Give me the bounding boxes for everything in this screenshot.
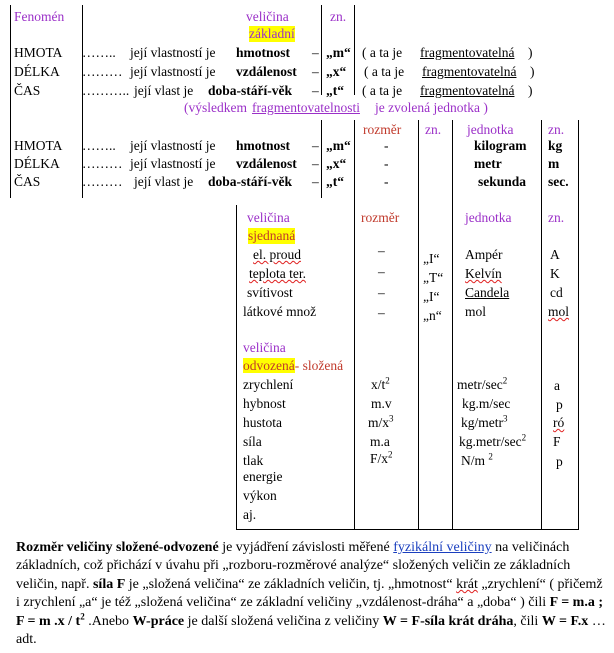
rozmer-value: – <box>378 285 385 300</box>
property-symbol: „t“ <box>326 83 344 98</box>
explanation-paragraph <box>16 539 606 649</box>
link-fyzikalni-veliciny[interactable]: fyzikální veličiny <box>393 540 492 555</box>
header-zn-2: zn. <box>425 122 442 137</box>
property-symbol: „m“ <box>326 138 351 153</box>
fenomen-dots: …….. <box>82 45 116 60</box>
fourth-header-velicina: veličina <box>243 340 286 355</box>
header-jednotka: jednotka <box>467 122 514 137</box>
rule-third-left <box>236 205 237 530</box>
unit-name: Ampér <box>465 247 503 262</box>
header-zn: zn. <box>330 9 347 24</box>
unit-name: Kelvín <box>465 266 502 281</box>
result-close: je zvolená jednotka ) <box>375 100 488 115</box>
quantity-name: aj. <box>243 507 257 522</box>
third-header-rozmer: rozměr <box>361 210 400 225</box>
note-open: ( a ta je <box>362 83 403 98</box>
property-dash: – <box>312 156 319 171</box>
third-header-jednotka: jednotka <box>465 210 512 225</box>
quantity-symbol: „T“ <box>423 270 444 285</box>
note-close: ) <box>530 64 535 79</box>
rozmer-value: – <box>378 305 385 320</box>
quantity-name: látkové množ <box>243 304 317 319</box>
unit-name: metr <box>474 156 502 171</box>
para-bold: síla F <box>92 576 126 592</box>
property-word: hmotnost <box>236 45 291 60</box>
rozmer-value: – <box>378 264 385 279</box>
note-open: ( a ta je <box>364 64 405 79</box>
result-open: (výsledkem <box>184 100 247 115</box>
rozmer-value: - <box>384 138 389 153</box>
note-fragmentovatelna: fragmentovatelná <box>422 64 517 79</box>
para-bold: W = F-síla krát dráha <box>382 613 514 629</box>
third-header-sjednana: sjednaná <box>248 228 296 243</box>
quantity-symbol: „I“ <box>423 289 440 304</box>
rozmer-value: $x/t^2$ <box>371 375 390 392</box>
para-krat: krát <box>456 576 478 592</box>
unit-symbol: p <box>556 454 563 469</box>
property-symbol: „t“ <box>326 174 344 189</box>
fenomen-dots: ……… <box>82 174 123 189</box>
header-rozmer: rozměr <box>363 122 402 137</box>
para-bold: W = F.x <box>541 613 589 629</box>
unit-symbol: p <box>556 397 563 412</box>
fenomen-dots: …….. <box>82 138 116 153</box>
third-header-zn: zn. <box>548 210 565 225</box>
rule-mid-4 <box>541 120 542 530</box>
property-dash: – <box>312 83 319 98</box>
header-fenomen: Fenomén <box>14 9 65 24</box>
fenomen-dots: ……… <box>82 64 123 79</box>
rozmer-value: – <box>378 243 385 258</box>
fenomen-name: HMOTA <box>14 45 63 60</box>
rule-zn-right <box>354 5 355 95</box>
fenomen-name: ČAS <box>14 83 41 98</box>
fenomen-name: HMOTA <box>14 138 63 153</box>
para-text: …adt. <box>16 613 606 648</box>
note-open: ( a ta je <box>362 45 403 60</box>
rozmer-value: - <box>384 174 389 189</box>
unit-symbol: ró <box>553 415 565 430</box>
unit-name: sekunda <box>478 174 527 189</box>
quantity-name: energie <box>243 469 283 484</box>
rule-velicina-right <box>321 5 322 95</box>
property-dash: – <box>312 138 319 153</box>
unit-name: mol <box>465 304 487 319</box>
unit-symbol: F <box>553 434 561 449</box>
quantity-name: teplota ter. <box>249 266 306 281</box>
rule-bottom <box>236 529 578 530</box>
para-text: je vyjádření závislosti měřené <box>218 540 394 555</box>
unit-name: N/m $^2$ <box>461 451 493 468</box>
quantity-name: hustota <box>243 415 282 430</box>
unit-symbol: sec. <box>548 174 569 189</box>
rozmer-value: m.v <box>371 396 392 411</box>
unit-symbol: cd <box>550 285 563 300</box>
para-text: , čili <box>513 613 542 629</box>
fenomen-dots: ……….. <box>82 83 130 98</box>
property-prefix: její vlastností je <box>130 138 216 153</box>
property-word: doba-stáří-věk <box>208 83 292 98</box>
rule-mid-2 <box>418 120 419 530</box>
fenomen-name: DÉLKA <box>14 64 60 79</box>
property-dash: – <box>312 64 319 79</box>
header-velicina: veličina <box>246 9 289 24</box>
rule-mid-3 <box>452 120 453 530</box>
third-header-velicina: veličina <box>247 210 290 225</box>
unit-symbol: kg <box>548 138 563 153</box>
property-symbol: „m“ <box>326 45 351 60</box>
rule-left-top <box>10 5 11 198</box>
fourth-header-slozena: - složená <box>294 358 344 373</box>
property-prefix: její vlastností je <box>130 45 216 60</box>
property-prefix: její vlast je <box>134 83 194 98</box>
unit-name: Candela <box>465 285 510 300</box>
quantity-name: hybnost <box>243 396 286 411</box>
property-word: hmotnost <box>236 138 291 153</box>
rozmer-value: - <box>384 156 389 171</box>
property-word: vzdálenost <box>236 156 297 171</box>
note-fragmentovatelna: fragmentovatelná <box>420 45 515 60</box>
para-text: je další složená veličina z veličiny <box>184 613 383 629</box>
fenomen-name: ČAS <box>14 174 41 189</box>
rozmer-value: $m/x^3$ <box>368 413 394 430</box>
fenomen-dots: ……… <box>82 156 123 171</box>
rozmer-value: m.a <box>370 434 390 449</box>
fenomen-name: DÉLKA <box>14 156 60 171</box>
rule-mid-5 <box>578 120 579 530</box>
unit-symbol: mol <box>548 304 570 319</box>
fourth-header-odvozena: odvozená <box>243 358 295 373</box>
property-symbol: „x“ <box>326 64 347 79</box>
header-zakladni: základní <box>249 26 295 41</box>
quantity-name: el. proud <box>253 247 301 262</box>
note-close: ) <box>528 45 533 60</box>
unit-symbol: A <box>550 247 560 262</box>
unit-symbol: a <box>554 378 560 393</box>
result-fragmentovatelnosti: fragmentovatelnosti <box>252 100 360 115</box>
para-text: je „složená veličina“ ze základních veličin, tj. „hmotnost“ <box>125 576 457 592</box>
quantity-name: zrychlení <box>243 377 294 392</box>
quantity-symbol: „I“ <box>423 251 440 266</box>
property-prefix: její vlast je <box>134 174 194 189</box>
unit-name: kg/metr$^3$ <box>461 413 508 430</box>
unit-name: $kg.metr/\sec^2$ <box>459 432 527 449</box>
unit-name: metr/$\sec^2$ <box>457 375 508 392</box>
para-term: Rozměr veličiny složené-odvozené <box>16 540 219 555</box>
property-word: vzdálenost <box>236 64 297 79</box>
para-bold: W-práce <box>132 613 185 629</box>
property-prefix: její vlastností je <box>130 64 216 79</box>
quantity-name: tlak <box>243 453 264 468</box>
property-prefix: její vlastností je <box>130 156 216 171</box>
quantity-name: síla <box>243 434 262 449</box>
quantity-name: výkon <box>243 488 277 503</box>
rozmer-value: $F/x^2$ <box>370 449 393 466</box>
property-word: doba-stáří-věk <box>208 174 292 189</box>
unit-symbol: m <box>548 156 560 171</box>
fourth-header-odvozena-group <box>243 358 343 374</box>
rule-second-velicina-right <box>321 120 322 198</box>
para-formula: F = m.a ; F = m .x / $t^2$ <box>16 595 603 629</box>
quantity-symbol: „n“ <box>423 308 442 323</box>
note-fragmentovatelna: fragmentovatelná <box>420 83 515 98</box>
unit-name: kilogram <box>474 138 527 153</box>
rule-mid-1 <box>354 120 355 530</box>
para-text: .Anebo <box>84 613 133 629</box>
para-text: „zrychlení“ ( přičemž i zrychlení „a“ je též „složená veličina“ ze základní veličiny „vzdálenost-dráha“ a „doba“ ) čili <box>16 576 603 611</box>
unit-symbol: K <box>550 266 560 281</box>
property-dash: – <box>312 45 319 60</box>
property-dash: – <box>312 174 319 189</box>
note-close: ) <box>528 83 533 98</box>
header-zn-3: zn. <box>548 122 565 137</box>
unit-name: kg.m/sec <box>462 396 511 411</box>
para-text: na veličinách základních, což přichází v úvahu při „rozboru-rozměrové analýze“ složených veličin ze základních veličin, např. <box>16 540 571 592</box>
property-symbol: „x“ <box>326 156 347 171</box>
quantity-name: svítivost <box>247 285 293 300</box>
